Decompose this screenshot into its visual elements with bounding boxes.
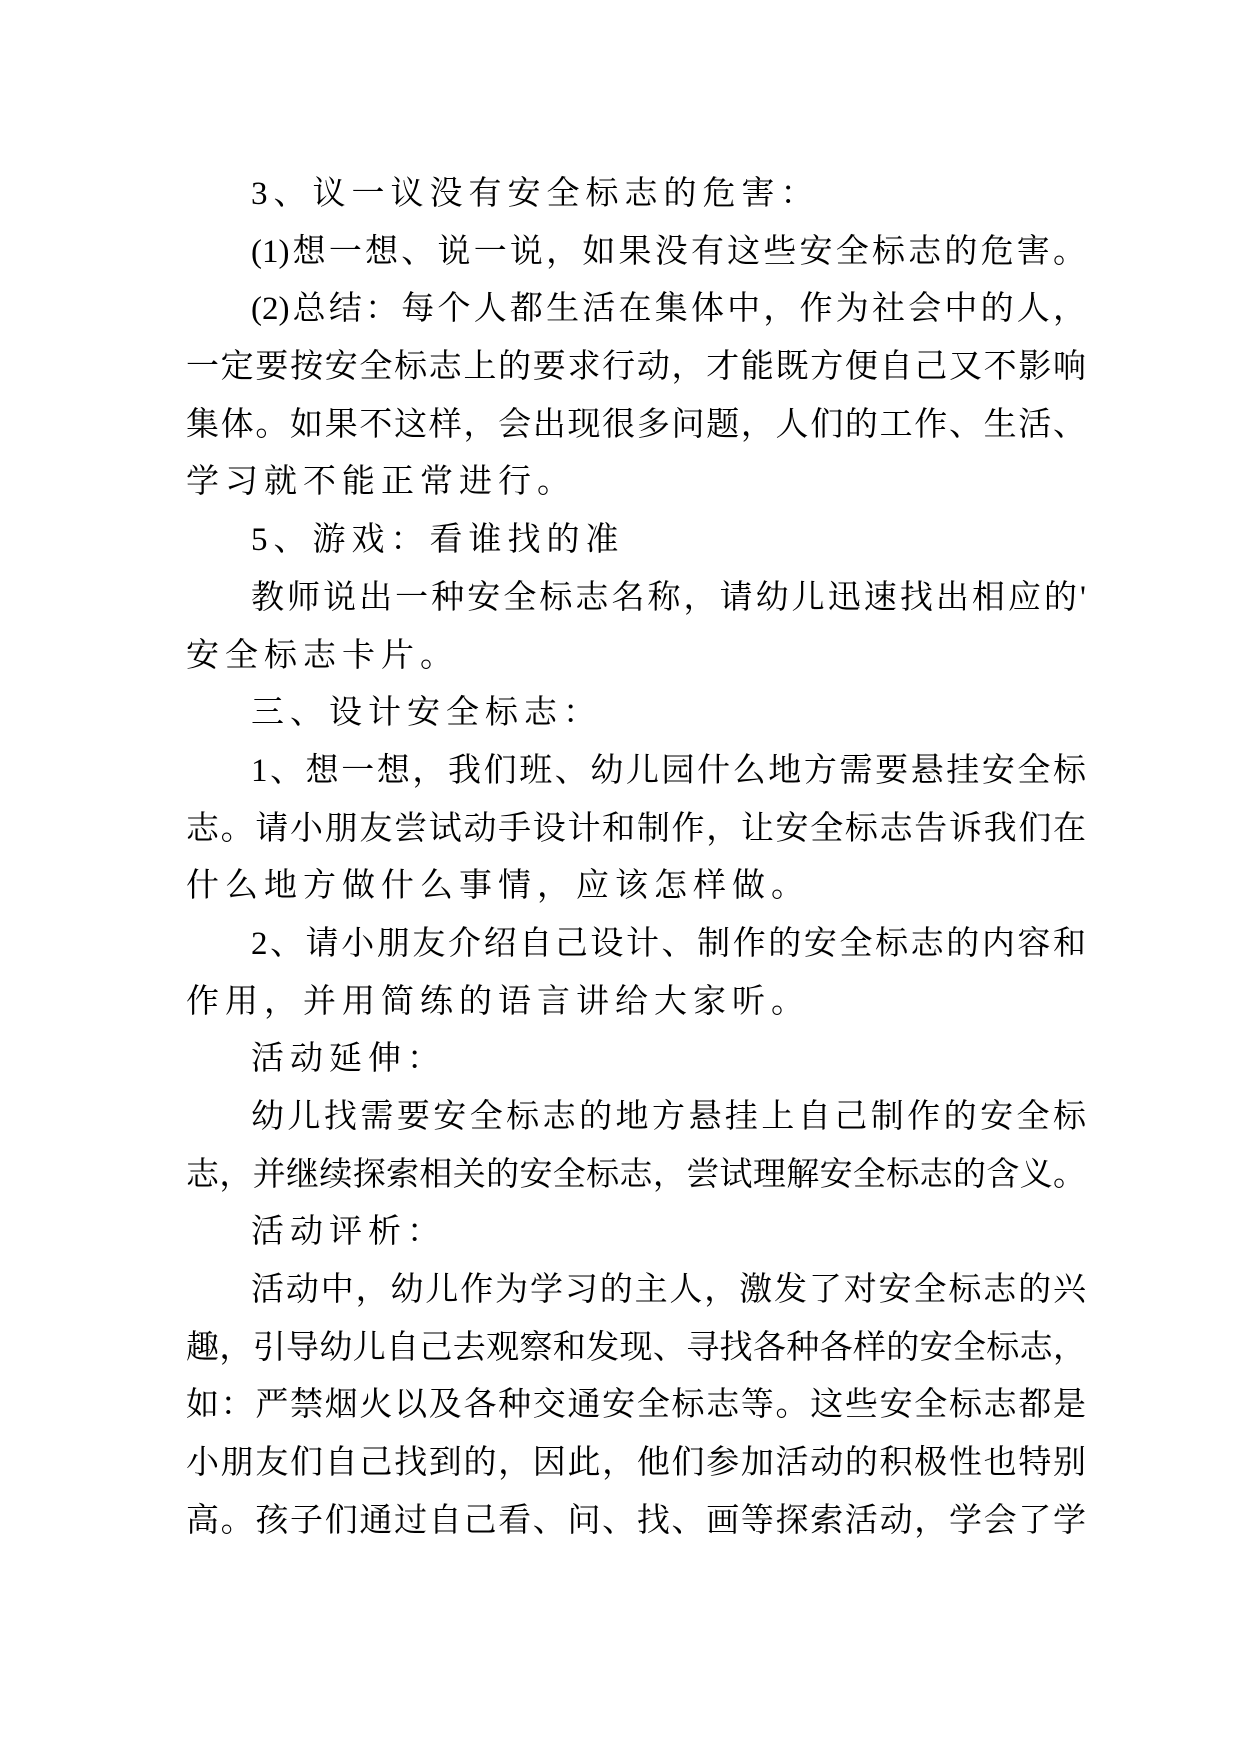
text-line: 1、想一想，我们班、幼儿园什么地方需要悬挂安全标 (251, 752, 1086, 789)
text-line: 5、游戏：看谁找的准 (251, 522, 625, 559)
text-line: 3、议一议没有安全标志的危害： (251, 176, 820, 212)
text-line: 什么地方做什么事情，应该怎样做。 (186, 868, 810, 905)
text-line: 2、请小朋友介绍自己设计、制作的安全标志的内容和 (251, 925, 1086, 962)
text-line: 活动中，幼儿作为学习的主人，激发了对安全标志的兴 (251, 1272, 1086, 1309)
text-line: 安全标志卡片。 (186, 637, 459, 674)
text-line: (2)总结：每个人都生活在集体中，作为社会中的人， (251, 291, 1086, 328)
text-line: 幼儿找需要安全标志的地方悬挂上自己制作的安全标 (251, 1099, 1086, 1135)
text-line: 集体。如果不这样，会出现很多问题，人们的工作、生活、 (186, 406, 1086, 443)
text-line: 三、设计安全标志： (251, 695, 602, 732)
text-line: 志，并继续探索相关的安全标志，尝试理解安全标志的含义。 (186, 1156, 1086, 1193)
text-line: 教师说出一种安全标志名称，请幼儿迅速找出相应的' (251, 579, 1086, 616)
text-line: 活动评析： (251, 1214, 446, 1251)
text-line: 小朋友们自己找到的，因此，他们参加活动的积极性也特别 (186, 1445, 1086, 1482)
text-line: 作用，并用简练的语言讲给大家听。 (186, 983, 810, 1020)
text-line: 趣，引导幼儿自己去观察和发现、寻找各种各样的安全标志， (186, 1329, 1086, 1366)
text-line: 活动延伸： (251, 1041, 446, 1078)
text-line: 如：严禁烟火以及各种交通安全标志等。这些安全标志都是 (186, 1387, 1086, 1424)
text-line: 学习就不能正常进行。 (186, 464, 576, 501)
document-body (186, 166, 1086, 1551)
text-line: 志。请小朋友尝试动手设计和制作，让安全标志告诉我们在 (186, 810, 1086, 847)
text-line: 一定要按安全标志上的要求行动，才能既方便自己又不影响 (186, 349, 1086, 386)
text-line: (1)想一想、说一说，如果没有这些安全标志的危害。 (251, 233, 1086, 270)
text-line: 高。孩子们通过自己看、问、找、画等探索活动，学会了学 (186, 1502, 1086, 1539)
